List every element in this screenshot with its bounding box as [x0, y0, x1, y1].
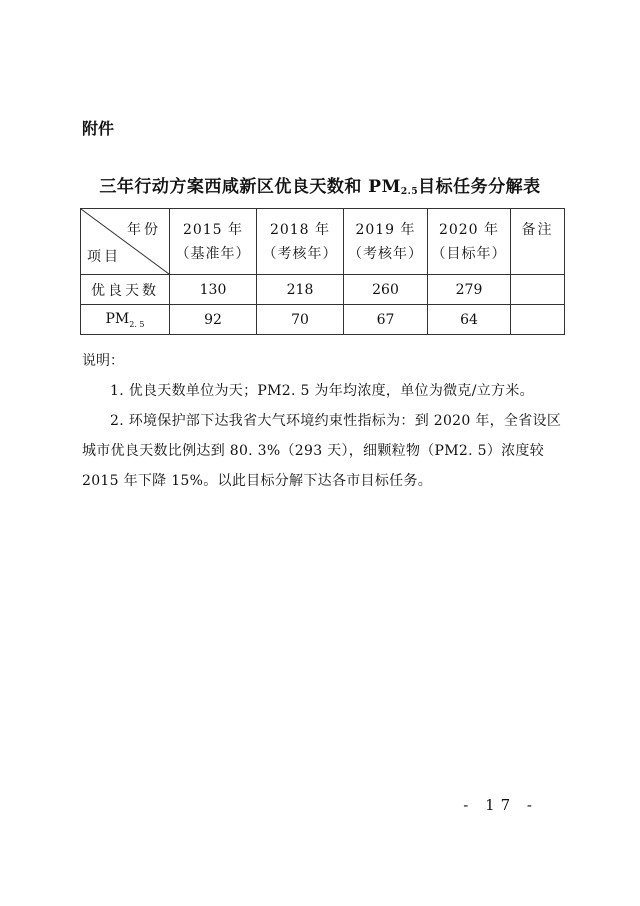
corner-label-item: 项目: [87, 249, 121, 265]
title-subscript: 2.5: [400, 187, 419, 197]
column-header-2015: [170, 209, 257, 275]
table-cell-remark: [511, 275, 565, 305]
corner-label-year: 年份: [127, 222, 161, 238]
column-note: （目标年）: [431, 245, 507, 262]
table-cell: 218: [257, 275, 344, 305]
table-cell: 279: [428, 275, 511, 305]
table-cell-remark: [511, 305, 565, 335]
column-header-2018: [257, 209, 344, 275]
title-tail: 目标任务分解表: [418, 177, 541, 197]
diagonal-header-cell: [81, 209, 170, 275]
column-header-2019: [344, 209, 428, 275]
row-label: 优良天数: [81, 275, 170, 305]
column-year: 2015 年: [182, 221, 244, 238]
attachment-label: 附件: [82, 119, 115, 138]
column-note: （考核年）: [348, 245, 423, 262]
row-label: [81, 305, 170, 335]
column-note: （考核年）: [262, 245, 338, 262]
column-header-2020: [428, 209, 511, 275]
table-title: [0, 172, 640, 197]
notes-section: [82, 346, 562, 496]
table-cell: 260: [344, 275, 428, 305]
column-note: （基准年）: [175, 245, 251, 262]
table-cell: 64: [428, 305, 511, 335]
table-row-good-days: [81, 275, 565, 305]
row-label-subscript: 2. 5: [129, 319, 145, 329]
note-item: 2. 环境保护部下达我省大气环境约束性指标为：到 2020 年，全省设区城市优良天数比例达到 80. 3%（293 天），细颗粒物（PM2. 5）浓度较 2015 年下降 15%。以此目标分解下达各市目标任务。: [82, 413, 562, 489]
table-row-pm25: [81, 305, 565, 335]
page-number: - 17 -: [463, 796, 538, 814]
target-table: [80, 208, 565, 335]
row-label-main: PM: [105, 310, 130, 327]
column-year: 2018 年: [269, 221, 331, 238]
table-cell: 92: [170, 305, 257, 335]
table-cell: 70: [257, 305, 344, 335]
column-year: 2020 年: [438, 221, 500, 238]
note-item: 1. 优良天数单位为天；PM2. 5 为年均浓度，单位为微克/立方米。: [110, 383, 534, 399]
table-header-row: [81, 209, 565, 275]
notes-heading: 说明：: [82, 353, 124, 369]
column-header-remark: 备注: [511, 209, 565, 275]
table-cell: 130: [170, 275, 257, 305]
table-cell: 67: [344, 305, 428, 335]
column-year: 2019 年: [355, 221, 416, 238]
title-main: 三年行动方案西咸新区优良天数和 PM: [99, 177, 401, 197]
